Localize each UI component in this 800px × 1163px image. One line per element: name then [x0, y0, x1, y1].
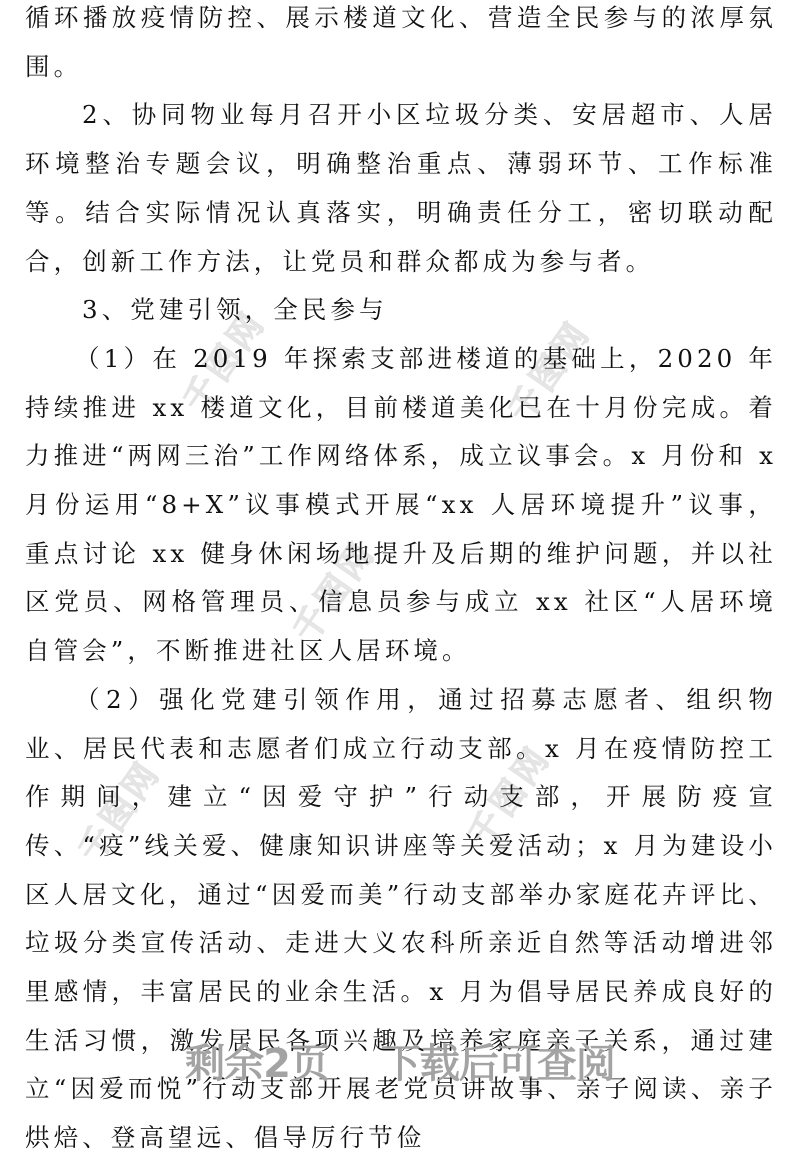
watermark: 千图网 — [175, 303, 274, 420]
section-heading-3: 3、党建引领，全民参与 — [82, 295, 388, 325]
paragraph-subitem-2: （2）强化党建引领作用，通过招募志愿者、组织物业、居民代表和志愿者们成立行动支部。x 月在疫情防控工作期间，建立“因爱守护”行动支部，开展防疫宣传、“疫”线关爱、健康知识讲座等关爱活动；x 月为建设小区人居文化，通过“因爱而美”行动支部举办家庭花卉评比、垃圾分类宣传活动、走进大义农科所亲近自然等活动增进邻里感情，丰富居民的业余生活。x 月为倡导居民养成良好的生活习惯，激发居民各项兴趣及培养家庭亲子关系，通过建立“因爱而悦”行动支部开展老党员讲故事、亲子阅读、亲子烘焙、登高望远、倡导厉行节俭 — [25, 684, 777, 1153]
download-to-view-label[interactable]: 下载后可查阅 — [380, 1041, 615, 1087]
remaining-pages-label: 剩余2页 — [185, 1041, 329, 1087]
watermark: 千图网 — [500, 313, 599, 430]
paragraph-subitem-1: （1）在 2019 年探索支部进楼道的基础上，2020 年持续推进 xx 楼道文化，目前楼道美化已在十月份完成。着力推进“两网三治”工作网络体系，成立议事会。x 月份和 x 月份运用“8+X”议事模式开展“xx 人居环境提升”议事，重点讨论 xx 健身休闲场地提升及后期的维护问题，并以社区党员、网格管理员、信息员参与成立 xx 社区“人居环境自管会”，不断推进社区人居环境。 — [25, 343, 777, 666]
download-prompt-banner[interactable] — [0, 1038, 800, 1090]
paragraph-continuation: 循环播放疫情防控、展示楼道文化、营造全民参与的浓厚氛围。 — [25, 3, 777, 81]
paragraph-item-2: 2、协同物业每月召开小区垃圾分类、安居超市、人居环境整治专题会议，明确整治重点、薄弱环节、工作标准等。结合实际情况认真落实，明确责任分工，密切联动配合，创新工作方法，让党员和群众都成为参与者。 — [25, 100, 777, 276]
document-body — [25, 0, 777, 1163]
watermark: 千图网 — [70, 753, 169, 870]
watermark: 千图网 — [285, 533, 384, 650]
watermark: 千图网 — [460, 738, 559, 855]
